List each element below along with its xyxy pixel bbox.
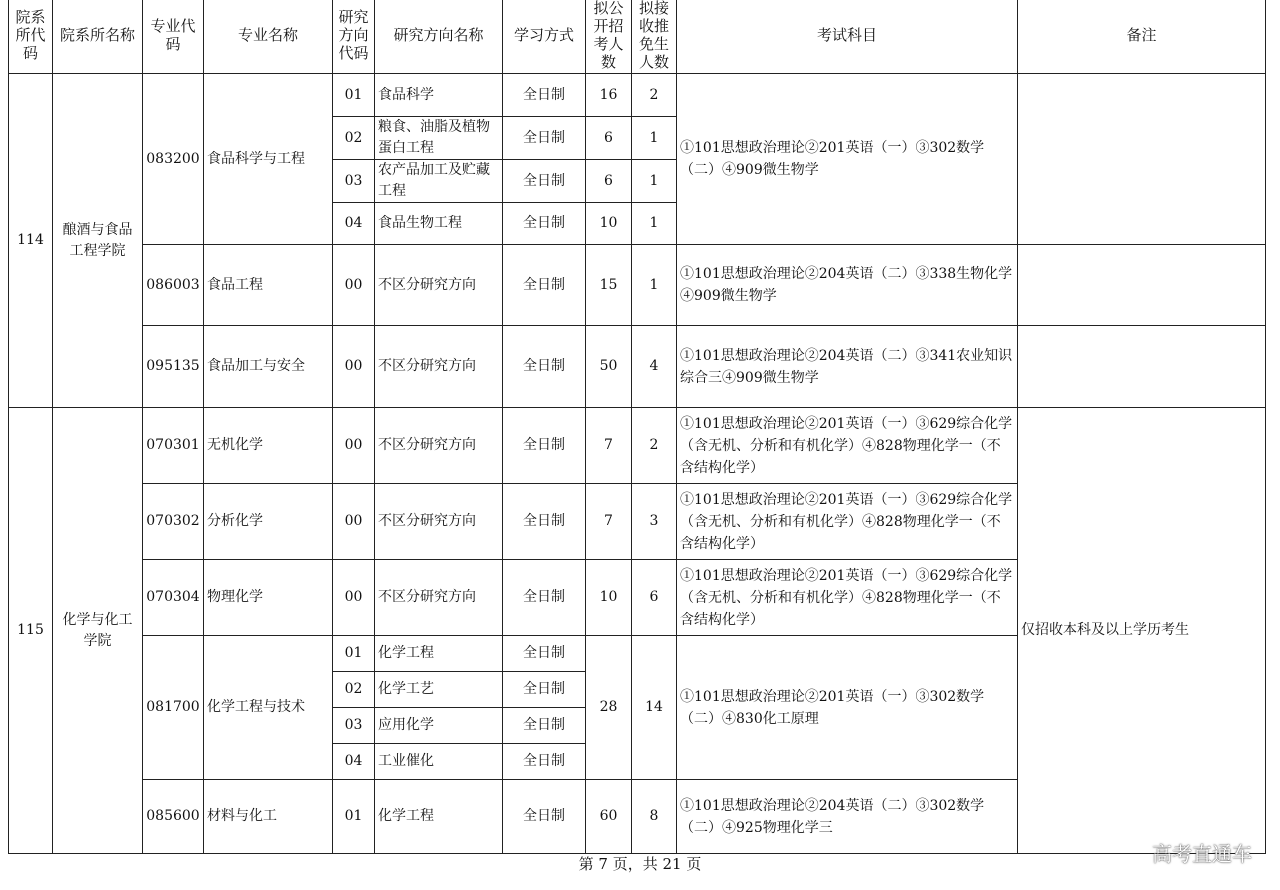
- dir-name: 化学工艺: [375, 672, 503, 708]
- dir-name: 农产品加工及贮藏工程: [375, 160, 503, 203]
- study-mode: 全日制: [503, 672, 586, 708]
- public-count: 7: [586, 408, 632, 484]
- dir-name: 食品生物工程: [375, 203, 503, 245]
- major-code: 070301: [143, 408, 204, 484]
- note: [1018, 245, 1266, 326]
- exam-subjects: ①101思想政治理论②201英语（一）③629综合化学（含无机、分析和有机化学）④828物理化学一（不含结构化学）: [677, 484, 1018, 560]
- dir-name: 应用化学: [375, 708, 503, 744]
- major-name: 无机化学: [204, 408, 333, 484]
- dir-name: 不区分研究方向: [375, 484, 503, 560]
- public-count: 60: [586, 780, 632, 854]
- dir-name: 食品科学: [375, 74, 503, 117]
- table-row: [9, 408, 1266, 484]
- dir-name: 化学工程: [375, 780, 503, 854]
- dir-name: 化学工程: [375, 636, 503, 672]
- dir-code: 00: [333, 245, 375, 326]
- recommend-count: 2: [632, 408, 677, 484]
- dir-code: 04: [333, 203, 375, 245]
- recommend-count: 1: [632, 160, 677, 203]
- admissions-table: [8, 0, 1266, 854]
- study-mode: 全日制: [503, 160, 586, 203]
- major-name: 物理化学: [204, 560, 333, 636]
- header-mode: 学习方式: [503, 0, 586, 74]
- exam-subjects: ①101思想政治理论②204英语（二）③341农业知识综合三④909微生物学: [677, 326, 1018, 408]
- major-name: 食品加工与安全: [204, 326, 333, 408]
- header-row: [9, 0, 1266, 74]
- study-mode: 全日制: [503, 708, 586, 744]
- public-count: 15: [586, 245, 632, 326]
- study-mode: 全日制: [503, 560, 586, 636]
- study-mode: 全日制: [503, 744, 586, 780]
- study-mode: 全日制: [503, 780, 586, 854]
- public-count: 6: [586, 117, 632, 160]
- dir-code: 00: [333, 408, 375, 484]
- note: [1018, 74, 1266, 245]
- note: 仅招收本科及以上学历考生: [1018, 408, 1266, 854]
- watermark: 高考直通车: [1152, 842, 1252, 866]
- study-mode: 全日制: [503, 117, 586, 160]
- dept-code: 114: [9, 74, 53, 408]
- study-mode: 全日制: [503, 636, 586, 672]
- study-mode: 全日制: [503, 326, 586, 408]
- study-mode: 全日制: [503, 203, 586, 245]
- dir-code: 02: [333, 672, 375, 708]
- dir-name: 工业催化: [375, 744, 503, 780]
- major-name: 化学工程与技术: [204, 636, 333, 780]
- major-code: 085600: [143, 780, 204, 854]
- dir-code: 00: [333, 326, 375, 408]
- public-count: 28: [586, 636, 632, 780]
- header-dir-code: 研究方向代码: [333, 0, 375, 74]
- study-mode: 全日制: [503, 484, 586, 560]
- public-count: 16: [586, 74, 632, 117]
- major-name: 材料与化工: [204, 780, 333, 854]
- study-mode: 全日制: [503, 245, 586, 326]
- study-mode: 全日制: [503, 408, 586, 484]
- recommend-count: 3: [632, 484, 677, 560]
- public-count: 50: [586, 326, 632, 408]
- dir-code: 01: [333, 636, 375, 672]
- major-code: 081700: [143, 636, 204, 780]
- major-name: 食品科学与工程: [204, 74, 333, 245]
- recommend-count: 2: [632, 74, 677, 117]
- public-count: 10: [586, 203, 632, 245]
- exam-subjects: ①101思想政治理论②204英语（二）③302数学（二）④925物理化学三: [677, 780, 1018, 854]
- note: [1018, 326, 1266, 408]
- study-mode: 全日制: [503, 74, 586, 117]
- page-number: 第 7 页，共 21 页: [578, 855, 702, 873]
- header-exam: 考试科目: [677, 0, 1018, 74]
- major-name: 分析化学: [204, 484, 333, 560]
- exam-subjects: ①101思想政治理论②204英语（二）③338生物化学④909微生物学: [677, 245, 1018, 326]
- dir-code: 00: [333, 560, 375, 636]
- dir-name: 不区分研究方向: [375, 326, 503, 408]
- recommend-count: 8: [632, 780, 677, 854]
- dir-code: 04: [333, 744, 375, 780]
- header-recommend: 拟接收推免生人数: [632, 0, 677, 74]
- table-row: [9, 245, 1266, 326]
- major-code: 086003: [143, 245, 204, 326]
- major-code: 095135: [143, 326, 204, 408]
- dir-code: 02: [333, 117, 375, 160]
- recommend-count: 4: [632, 326, 677, 408]
- dir-code: 01: [333, 780, 375, 854]
- header-dept-code: 院系所代码: [9, 0, 53, 74]
- header-major-name: 专业名称: [204, 0, 333, 74]
- dir-code: 03: [333, 708, 375, 744]
- public-count: 7: [586, 484, 632, 560]
- recommend-count: 1: [632, 245, 677, 326]
- major-code: 070302: [143, 484, 204, 560]
- major-code: 083200: [143, 74, 204, 245]
- dir-name: 不区分研究方向: [375, 560, 503, 636]
- recommend-count: 1: [632, 203, 677, 245]
- major-code: 070304: [143, 560, 204, 636]
- public-count: 6: [586, 160, 632, 203]
- exam-subjects: ①101思想政治理论②201英语（一）③629综合化学（含无机、分析和有机化学）④828物理化学一（不含结构化学）: [677, 408, 1018, 484]
- dir-name: 不区分研究方向: [375, 245, 503, 326]
- exam-subjects: ①101思想政治理论②201英语（一）③629综合化学（含无机、分析和有机化学）④828物理化学一（不含结构化学）: [677, 560, 1018, 636]
- dept-name: 酿酒与食品工程学院: [53, 74, 143, 408]
- exam-subjects: ①101思想政治理论②201英语（一）③302数学（二）④830化工原理: [677, 636, 1018, 780]
- dir-code: 03: [333, 160, 375, 203]
- dept-name: 化学与化工学院: [53, 408, 143, 854]
- header-dir-name: 研究方向名称: [375, 0, 503, 74]
- recommend-count: 1: [632, 117, 677, 160]
- dir-code: 01: [333, 74, 375, 117]
- header-major-code: 专业代码: [143, 0, 204, 74]
- table-row: [9, 326, 1266, 408]
- dir-code: 00: [333, 484, 375, 560]
- header-note: 备注: [1018, 0, 1266, 74]
- public-count: 10: [586, 560, 632, 636]
- recommend-count: 6: [632, 560, 677, 636]
- dept-code: 115: [9, 408, 53, 854]
- major-name: 食品工程: [204, 245, 333, 326]
- dir-name: 粮食、油脂及植物蛋白工程: [375, 117, 503, 160]
- dir-name: 不区分研究方向: [375, 408, 503, 484]
- recommend-count: 14: [632, 636, 677, 780]
- header-dept-name: 院系所名称: [53, 0, 143, 74]
- table-row: [9, 74, 1266, 117]
- exam-subjects: ①101思想政治理论②201英语（一）③302数学（二）④909微生物学: [677, 74, 1018, 245]
- header-public: 拟公开招考人数: [586, 0, 632, 74]
